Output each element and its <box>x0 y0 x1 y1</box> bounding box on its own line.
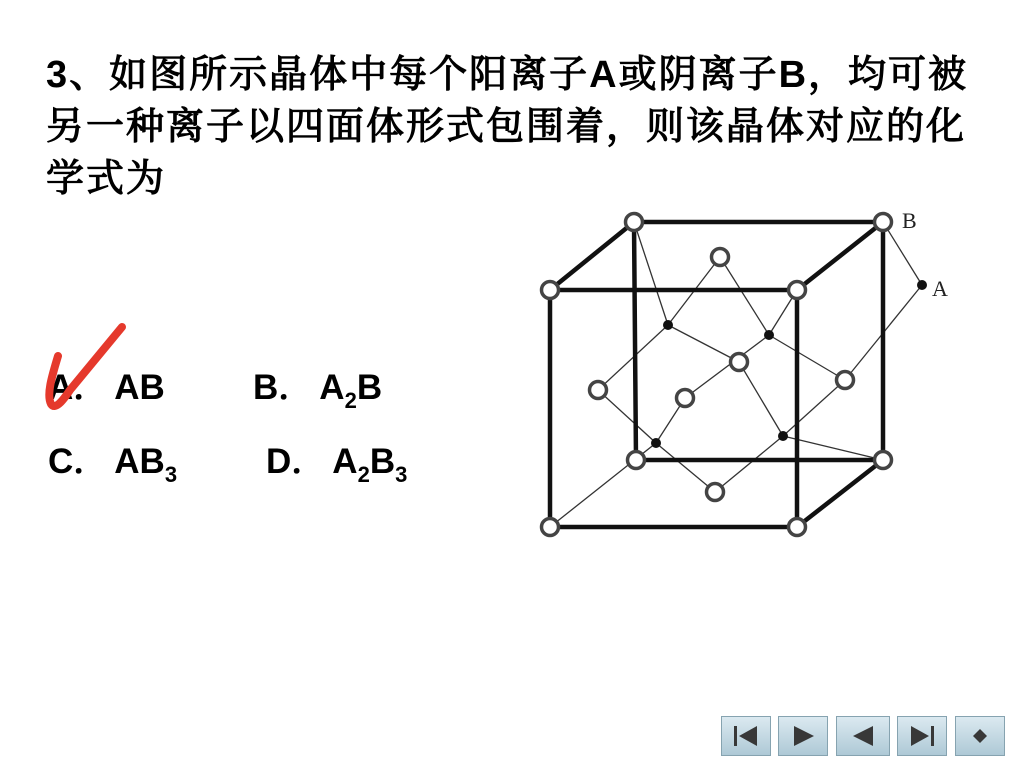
b-ion <box>707 484 724 501</box>
end-show-button[interactable] <box>955 716 1005 756</box>
a-ion <box>778 431 788 441</box>
formula-text: AB <box>114 442 165 481</box>
label-a: A <box>932 276 948 301</box>
b-ion <box>590 382 607 399</box>
formula-text: A <box>332 442 358 481</box>
b-ion <box>789 282 806 299</box>
last-slide-icon <box>907 724 937 748</box>
b-ion <box>712 249 729 266</box>
bond-line <box>685 335 769 398</box>
question-line-2: 另一种离子以四面体形式包围着，则该晶体对应的化 <box>46 106 967 148</box>
b-ion <box>731 354 748 371</box>
question-line-1: 3、如图所示晶体中每个阳离子A或阴离子B，均可被 <box>46 54 969 96</box>
cube-edge <box>797 222 883 290</box>
option-c <box>48 442 177 486</box>
formula-text: B <box>369 442 396 481</box>
question-line-3: 学式为 <box>46 158 167 200</box>
option-d-formula <box>332 442 408 487</box>
first-slide-icon <box>731 724 761 748</box>
formula-text: B <box>356 368 383 407</box>
bond-line <box>739 362 783 436</box>
option-c-formula <box>114 442 178 487</box>
b-ion <box>628 452 645 469</box>
previous-slide-button[interactable] <box>836 716 890 756</box>
bond-line <box>769 335 845 380</box>
bond-line <box>598 390 656 443</box>
check-mark-icon <box>40 318 130 413</box>
b-ion <box>626 214 643 231</box>
formula-subscript: 2 <box>344 388 357 413</box>
first-slide-button[interactable] <box>721 716 771 756</box>
b-ion <box>837 372 854 389</box>
bond-line <box>656 443 715 492</box>
option-b-formula <box>319 368 383 413</box>
bond-line <box>720 257 769 335</box>
b-ion <box>542 282 559 299</box>
option-d <box>266 442 407 486</box>
b-ion <box>542 519 559 536</box>
label-b: B <box>902 208 917 233</box>
bond-line <box>715 436 783 492</box>
crystal-cell-diagram <box>530 200 960 550</box>
previous-slide-icon <box>848 724 878 748</box>
check-stroke <box>49 327 122 406</box>
cube-edge <box>634 222 636 460</box>
legend-a-ion <box>917 280 927 290</box>
next-slide-icon <box>788 724 818 748</box>
b-ion <box>677 390 694 407</box>
option-d-label: D． <box>266 442 327 481</box>
end-show-icon <box>965 724 995 748</box>
formula-text: A <box>319 368 345 407</box>
next-slide-button[interactable] <box>778 716 828 756</box>
option-a-label: A． <box>48 368 109 407</box>
cube-edge <box>797 460 883 527</box>
option-b-label: B． <box>253 368 314 407</box>
bond-line <box>783 380 845 436</box>
a-ions <box>651 280 927 448</box>
formula-subscript: 2 <box>357 462 370 487</box>
a-ion <box>651 438 661 448</box>
cube-edge <box>550 222 634 290</box>
bond-lines <box>550 222 922 527</box>
option-b <box>253 368 382 412</box>
b-ion <box>875 214 892 231</box>
bond-line <box>668 325 739 362</box>
a-ion <box>764 330 774 340</box>
formula-subscript: 3 <box>164 462 178 487</box>
bond-line <box>634 222 668 325</box>
a-ion <box>663 320 673 330</box>
question-text <box>46 49 968 205</box>
b-ion <box>789 519 806 536</box>
formula-subscript: 3 <box>395 462 408 487</box>
b-ion <box>875 452 892 469</box>
option-c-label: C． <box>48 442 109 481</box>
formula-text: AB <box>114 368 165 407</box>
last-slide-button[interactable] <box>897 716 947 756</box>
